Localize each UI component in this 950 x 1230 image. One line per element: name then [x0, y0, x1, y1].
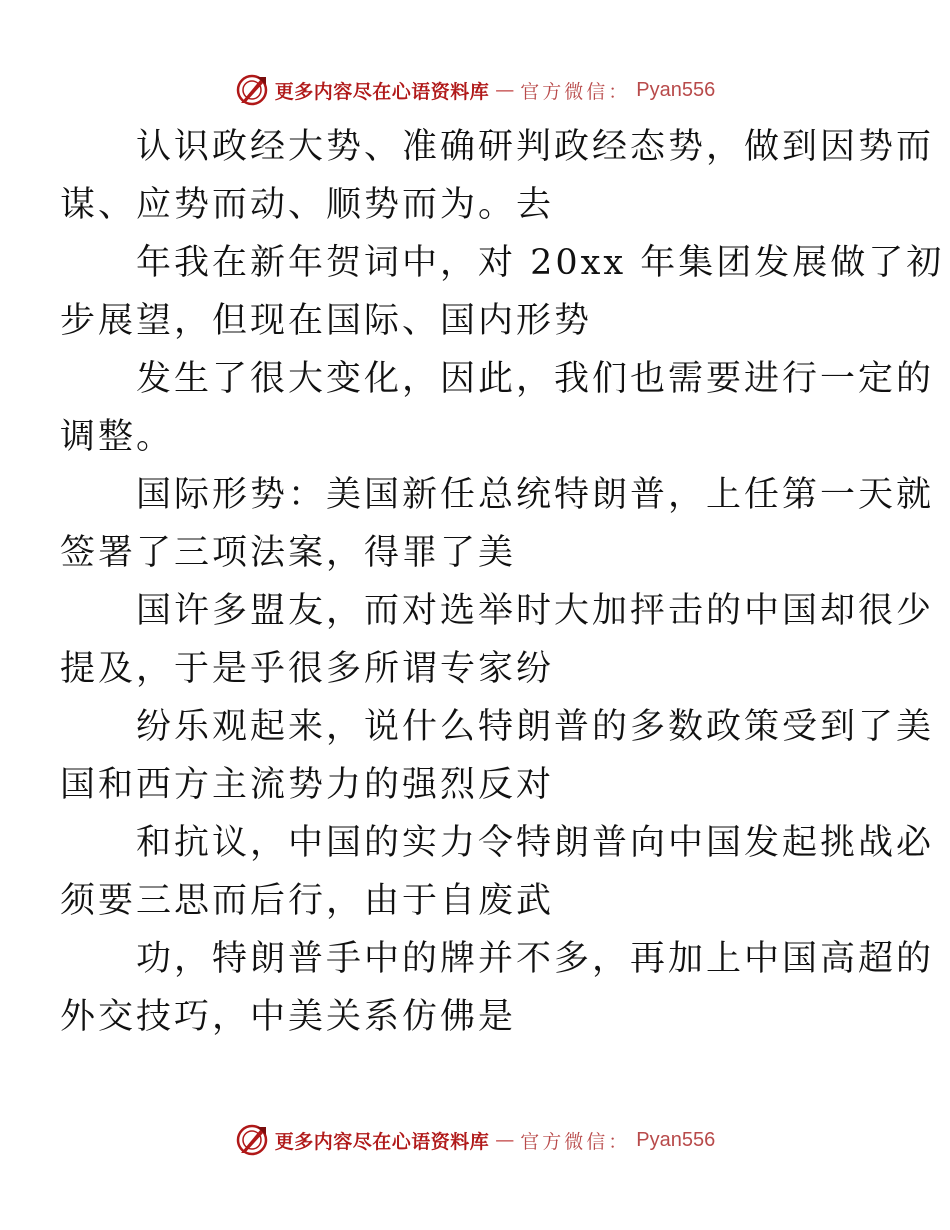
paragraph-2 [60, 234, 945, 350]
footer-banner [0, 1120, 950, 1160]
quill-logo-icon [235, 73, 269, 107]
paragraph-line: 外交技巧，中美关系仿佛是 [60, 997, 517, 1037]
banner-official-label: 官方微信： [520, 80, 631, 103]
banner-main-text: 更多内容尽在心语资料库 [274, 1130, 490, 1153]
banner-dash: — [495, 1129, 515, 1151]
paragraph-8 [60, 930, 935, 1046]
banner-main-text: 更多内容尽在心语资料库 [274, 80, 490, 103]
paragraph-line: 和抗议，中国的实力令特朗普向中国发起挑战必 [136, 823, 935, 863]
paragraph-5 [60, 582, 935, 698]
banner-official-label: 官方微信： [520, 1130, 631, 1153]
paragraph-line: 纷乐观起来，说什么特朗普的多数政策受到了美 [136, 707, 935, 747]
banner-wechat-id: Pyan556 [636, 1128, 716, 1151]
paragraph-line: 须要三思而后行，由于自废武 [60, 881, 555, 921]
paragraph-line: 国际形势：美国新任总统特朗普，上任第一天就 [136, 475, 935, 515]
paragraph-line: 年我在新年贺词中，对 20xx 年集团发展做了初 [136, 243, 945, 283]
banner-dash: — [495, 79, 515, 101]
document-body [60, 118, 945, 1046]
paragraph-6 [60, 698, 935, 814]
paragraph-line: 签署了三项法案，得罪了美 [60, 533, 517, 573]
paragraph-3 [60, 350, 935, 466]
banner-wechat-id: Pyan556 [636, 78, 716, 101]
paragraph-1 [60, 118, 935, 234]
paragraph-line: 提及，于是乎很多所谓专家纷 [60, 649, 555, 689]
quill-logo-icon [235, 1123, 269, 1157]
paragraph-line: 调整。 [60, 417, 175, 457]
paragraph-7 [60, 814, 935, 930]
paragraph-line: 国许多盟友，而对选举时大加抨击的中国却很少 [136, 591, 935, 631]
paragraph-line: 国和西方主流势力的强烈反对 [60, 765, 555, 805]
paragraph-line: 发生了很大变化，因此，我们也需要进行一定的 [136, 359, 935, 399]
paragraph-4 [60, 466, 935, 582]
paragraph-line: 谋、应势而动、顺势而为。去 [60, 185, 555, 225]
paragraph-line: 步展望，但现在国际、国内形势 [60, 301, 593, 341]
header-banner [0, 70, 950, 110]
paragraph-line: 认识政经大势、准确研判政经态势，做到因势而 [136, 127, 935, 167]
paragraph-line: 功，特朗普手中的牌并不多，再加上中国高超的 [136, 939, 935, 979]
